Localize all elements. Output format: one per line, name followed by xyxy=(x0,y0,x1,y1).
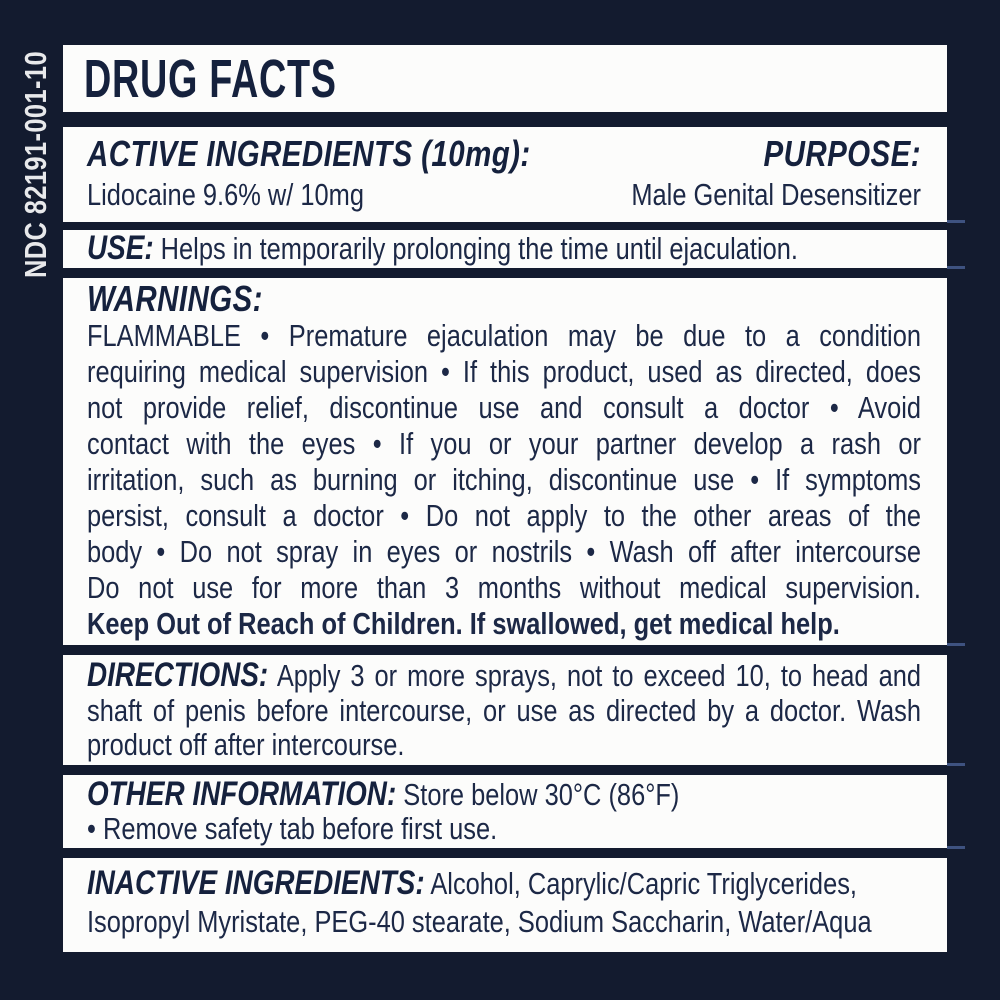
use-text: Helps in temporarily prolonging the time until ejaculation. xyxy=(160,231,798,266)
active-ingredients-column xyxy=(87,133,531,215)
directions-line xyxy=(87,658,921,694)
inactive-ingredients-heading: INACTIVE INGREDIENTS: xyxy=(87,864,425,902)
warnings-line: body • Do not spray in eyes or nostrils • Wash off after intercourse xyxy=(87,534,921,569)
inactive-ingredients-panel xyxy=(63,858,947,952)
other-information-line xyxy=(87,777,921,812)
warnings-line: Do not use for more than 3 months without medical supervision. xyxy=(87,570,921,605)
warnings-line: contact with the eyes • If you or your partner develop a rash or xyxy=(87,426,921,461)
warnings-line: not provide relief, discontinue use and consult a doctor • Avoid xyxy=(87,390,921,425)
purpose-value: Male Genital Desensitizer xyxy=(631,177,921,212)
drug-facts-title: DRUG FACTS xyxy=(84,48,337,109)
separator-tick xyxy=(947,763,965,766)
separator-tick xyxy=(947,220,965,223)
separator-tick xyxy=(947,846,965,849)
directions-text: Apply 3 or more sprays, not to exceed 10, to head and xyxy=(276,658,921,693)
purpose-column xyxy=(631,133,921,215)
bullet-dot: • xyxy=(87,811,96,846)
drug-facts-panel xyxy=(63,45,947,112)
inactive-ingredients-line xyxy=(87,864,921,903)
warnings-line: persist, consult a doctor • Do not apply to the other areas of the xyxy=(87,498,921,533)
directions-line: product off after intercourse. xyxy=(87,727,405,762)
use-heading: USE: xyxy=(87,230,154,267)
safety-tab-note: Remove safety tab before first use. xyxy=(102,811,498,846)
storage-instruction: Store below 30°C (86°F) xyxy=(403,777,680,812)
inactive-ingredients-text: Alcohol, Caprylic/Capric Triglycerides, xyxy=(430,866,857,901)
separator-tick xyxy=(947,643,965,646)
label-panels xyxy=(63,45,947,952)
active-ingredients-panel xyxy=(63,127,947,222)
directions-panel xyxy=(63,655,947,765)
purpose-heading: PURPOSE: xyxy=(763,133,921,174)
safety-tab-line xyxy=(87,812,921,846)
warnings-keep-out-line: Keep Out of Reach of Children. If swallowed, get medical help. xyxy=(87,606,840,641)
active-ingredients-value: Lidocaine 9.6% w/ 10mg xyxy=(87,177,364,212)
ndc-code: NDC 82191-001-10 xyxy=(18,51,53,278)
directions-heading: DIRECTIONS: xyxy=(87,656,269,694)
directions-line: shaft of penis before intercourse, or use as directed by a doctor. Wash xyxy=(87,692,921,728)
active-ingredients-heading: ACTIVE INGREDIENTS (10mg): xyxy=(87,133,531,174)
warnings-line: irritation, such as burning or itching, discontinue use • If symptoms xyxy=(87,462,921,497)
warnings-line: FLAMMABLE • Premature ejaculation may be due to a condition xyxy=(87,318,921,353)
warnings-line: requiring medical supervision • If this product, used as directed, does xyxy=(87,354,921,389)
warnings-panel xyxy=(63,278,947,645)
use-panel xyxy=(63,230,947,268)
warnings-heading: WARNINGS: xyxy=(87,278,263,319)
inactive-ingredients-line: Isopropyl Myristate, PEG-40 stearate, Sodium Saccharin, Water/Aqua xyxy=(87,904,872,939)
other-information-heading: OTHER INFORMATION: xyxy=(87,775,397,813)
separator-tick xyxy=(947,266,965,269)
other-information-panel xyxy=(63,775,947,848)
